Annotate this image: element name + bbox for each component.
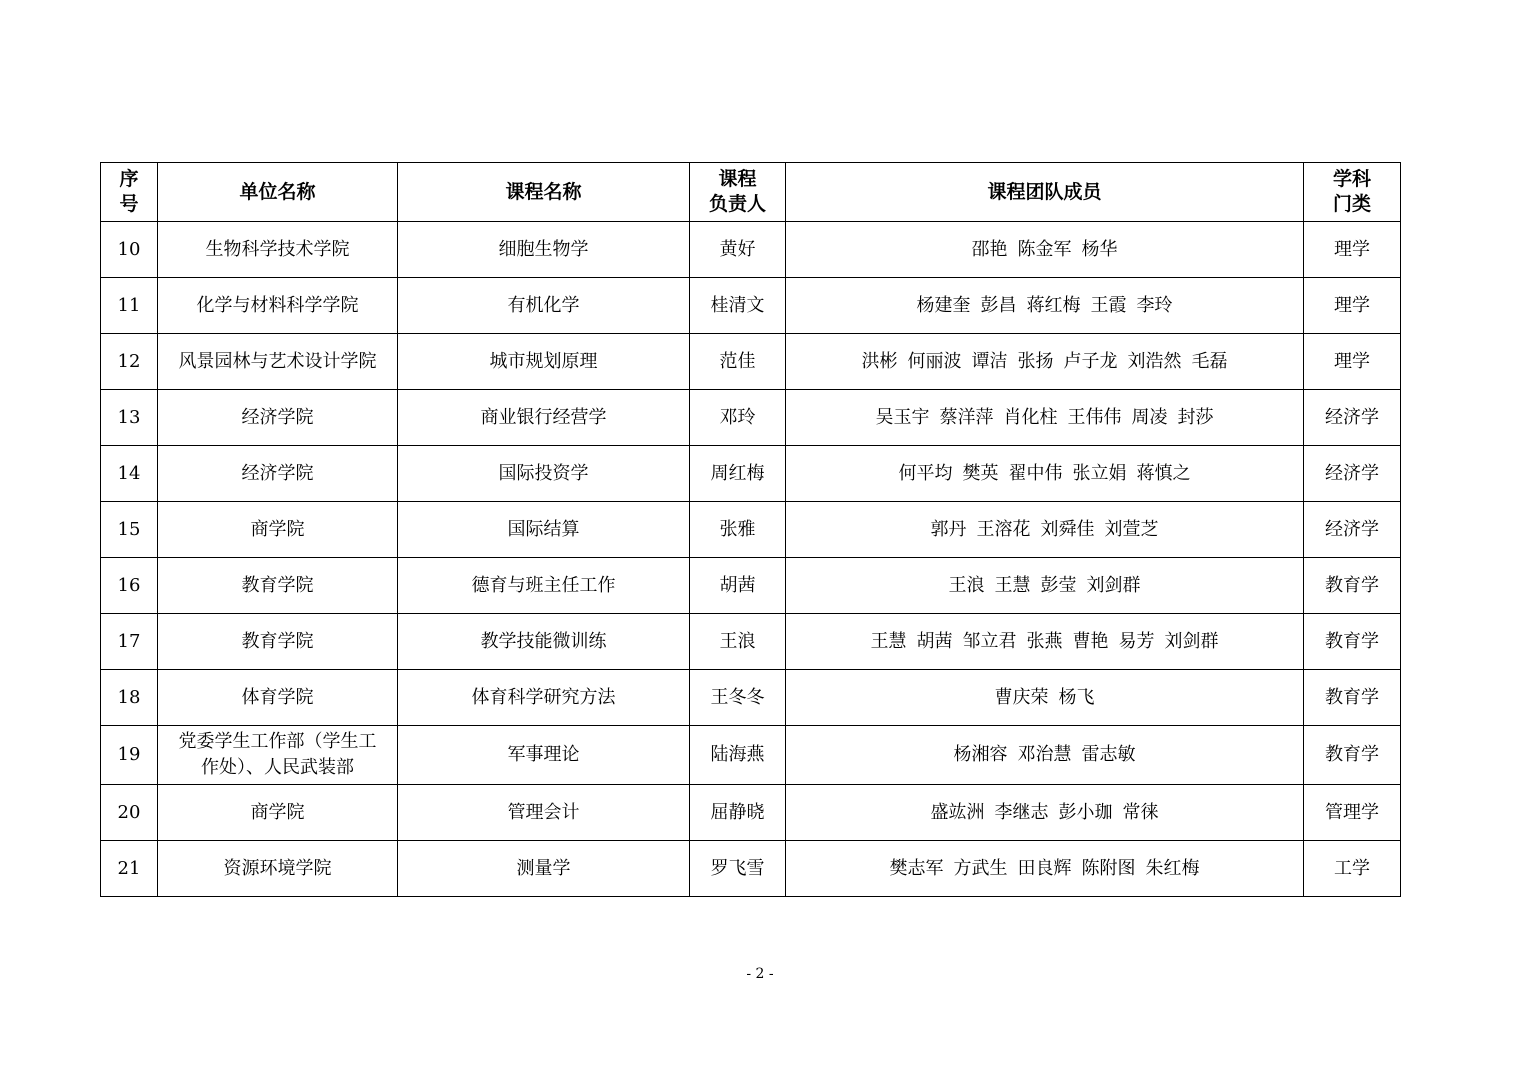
page-number: - 2 - — [746, 966, 774, 982]
team-member: 曹艳 — [1072, 630, 1109, 652]
team-member: 李玲 — [1136, 294, 1173, 316]
team-member: 樊志军 — [889, 857, 944, 879]
header-leader-line2: 负责人 — [708, 193, 766, 215]
team-member: 刘浩然 — [1127, 350, 1182, 372]
team-member: 田良辉 — [1017, 857, 1072, 879]
team-member: 谭洁 — [971, 350, 1008, 372]
cell-members — [786, 334, 1304, 390]
cell-no: 12 — [101, 334, 158, 390]
cell-discipline: 教育学 — [1304, 558, 1401, 614]
cell-members — [786, 614, 1304, 670]
table-row — [101, 785, 1401, 841]
team-member: 易芳 — [1118, 630, 1155, 652]
team-member: 翟中伟 — [1008, 462, 1063, 484]
table-row — [101, 726, 1401, 785]
header-unit: 单位名称 — [158, 163, 398, 222]
cell-leader: 陆海燕 — [690, 726, 786, 785]
header-row — [101, 163, 1401, 222]
team-member: 吴玉宇 — [875, 406, 930, 428]
team-member: 王浪 — [948, 574, 985, 596]
cell-unit: 教育学院 — [158, 614, 398, 670]
cell-no: 13 — [101, 390, 158, 446]
team-member: 王霞 — [1090, 294, 1127, 316]
team-member: 曹庆荣 — [994, 686, 1049, 708]
cell-course: 体育科学研究方法 — [398, 670, 690, 726]
team-member: 王溶花 — [976, 518, 1031, 540]
cell-unit — [158, 726, 398, 785]
cell-course: 管理会计 — [398, 785, 690, 841]
team-member: 邵艳 — [971, 238, 1008, 260]
cell-no: 11 — [101, 278, 158, 334]
cell-discipline: 教育学 — [1304, 670, 1401, 726]
cell-members — [786, 446, 1304, 502]
team-member: 刘萱芝 — [1104, 518, 1159, 540]
team-member: 封莎 — [1177, 406, 1214, 428]
header-leader — [690, 163, 786, 222]
header-seq-line2: 号 — [119, 193, 139, 215]
cell-course: 德育与班主任工作 — [398, 558, 690, 614]
cell-unit: 经济学院 — [158, 390, 398, 446]
cell-leader: 邓玲 — [690, 390, 786, 446]
cell-course: 细胞生物学 — [398, 222, 690, 278]
header-seq-line1: 序 — [119, 168, 139, 190]
cell-course: 测量学 — [398, 841, 690, 897]
cell-members — [786, 726, 1304, 785]
team-member: 肖化柱 — [1003, 406, 1058, 428]
cell-leader: 王浪 — [690, 614, 786, 670]
team-member: 王慧 — [994, 574, 1031, 596]
cell-leader: 罗飞雪 — [690, 841, 786, 897]
cell-no: 21 — [101, 841, 158, 897]
table-row — [101, 502, 1401, 558]
team-member: 周凌 — [1131, 406, 1168, 428]
cell-unit: 资源环境学院 — [158, 841, 398, 897]
cell-course: 商业银行经营学 — [398, 390, 690, 446]
team-member: 何平均 — [898, 462, 953, 484]
team-member: 王慧 — [870, 630, 907, 652]
cell-unit: 体育学院 — [158, 670, 398, 726]
cell-no: 10 — [101, 222, 158, 278]
cell-no: 14 — [101, 446, 158, 502]
course-table — [100, 162, 1401, 897]
cell-leader: 胡茜 — [690, 558, 786, 614]
cell-members — [786, 841, 1304, 897]
header-course: 课程名称 — [398, 163, 690, 222]
cell-discipline: 教育学 — [1304, 614, 1401, 670]
cell-unit: 化学与材料科学学院 — [158, 278, 398, 334]
team-member: 朱红梅 — [1145, 857, 1200, 879]
header-discipline — [1304, 163, 1401, 222]
team-member: 杨建奎 — [916, 294, 971, 316]
team-member: 方武生 — [953, 857, 1008, 879]
cell-leader: 范佳 — [690, 334, 786, 390]
cell-no: 18 — [101, 670, 158, 726]
cell-no: 17 — [101, 614, 158, 670]
team-member: 雷志敏 — [1081, 744, 1136, 765]
cell-members — [786, 785, 1304, 841]
team-member: 刘舜佳 — [1040, 518, 1095, 540]
cell-course: 国际投资学 — [398, 446, 690, 502]
team-member: 郭丹 — [930, 518, 967, 540]
cell-discipline: 理学 — [1304, 278, 1401, 334]
cell-discipline: 理学 — [1304, 222, 1401, 278]
cell-leader: 王冬冬 — [690, 670, 786, 726]
cell-discipline: 管理学 — [1304, 785, 1401, 841]
table-row — [101, 446, 1401, 502]
team-member: 彭昌 — [980, 294, 1017, 316]
cell-course: 军事理论 — [398, 726, 690, 785]
header-team: 课程团队成员 — [786, 163, 1304, 222]
cell-members — [786, 670, 1304, 726]
header-leader-line1: 课程 — [718, 168, 757, 190]
team-member: 盛竑洲 — [930, 801, 985, 823]
table-header — [101, 163, 1401, 222]
cell-discipline: 工学 — [1304, 841, 1401, 897]
cell-course: 有机化学 — [398, 278, 690, 334]
table-row — [101, 222, 1401, 278]
cell-members — [786, 278, 1304, 334]
team-member: 杨湘容 — [953, 744, 1008, 765]
table-row — [101, 390, 1401, 446]
cell-unit-line2: 作处）、人民武装部 — [201, 757, 354, 778]
cell-leader: 屈静晓 — [690, 785, 786, 841]
cell-discipline: 经济学 — [1304, 390, 1401, 446]
team-member: 胡茜 — [916, 630, 953, 652]
team-member: 常徕 — [1122, 801, 1159, 823]
cell-unit: 风景园林与艺术设计学院 — [158, 334, 398, 390]
cell-discipline: 经济学 — [1304, 502, 1401, 558]
team-member: 陈附图 — [1081, 857, 1136, 879]
team-member: 卢子龙 — [1063, 350, 1118, 372]
cell-discipline: 教育学 — [1304, 726, 1401, 785]
table-row — [101, 670, 1401, 726]
table-row — [101, 334, 1401, 390]
table-row — [101, 278, 1401, 334]
cell-leader: 黄好 — [690, 222, 786, 278]
team-member: 洪彬 — [861, 350, 898, 372]
cell-unit-line1: 党委学生工作部（学生工 — [178, 731, 377, 752]
cell-leader: 周红梅 — [690, 446, 786, 502]
team-member: 陈金军 — [1017, 238, 1072, 260]
team-member: 张立娟 — [1072, 462, 1127, 484]
cell-unit: 商学院 — [158, 502, 398, 558]
cell-no: 20 — [101, 785, 158, 841]
team-member: 邹立君 — [962, 630, 1017, 652]
team-member: 毛磊 — [1191, 350, 1228, 372]
team-member: 邓治慧 — [1017, 744, 1072, 765]
team-member: 蔡洋萍 — [939, 406, 994, 428]
header-discipline-line2: 门类 — [1332, 193, 1371, 215]
team-member: 刘剑群 — [1164, 630, 1219, 652]
team-member: 蒋红梅 — [1026, 294, 1081, 316]
cell-no: 19 — [101, 726, 158, 785]
team-member: 张扬 — [1017, 350, 1054, 372]
team-member: 刘剑群 — [1086, 574, 1141, 596]
team-member: 张燕 — [1026, 630, 1063, 652]
table-row — [101, 841, 1401, 897]
table-row — [101, 614, 1401, 670]
cell-leader: 张雅 — [690, 502, 786, 558]
cell-course: 国际结算 — [398, 502, 690, 558]
cell-leader: 桂清文 — [690, 278, 786, 334]
cell-members — [786, 390, 1304, 446]
team-member: 杨华 — [1081, 238, 1118, 260]
cell-discipline: 经济学 — [1304, 446, 1401, 502]
cell-unit: 教育学院 — [158, 558, 398, 614]
table-body — [101, 222, 1401, 897]
team-member: 樊英 — [962, 462, 999, 484]
cell-course: 教学技能微训练 — [398, 614, 690, 670]
team-member: 彭莹 — [1040, 574, 1077, 596]
team-member: 何丽波 — [907, 350, 962, 372]
cell-no: 15 — [101, 502, 158, 558]
team-member: 王伟伟 — [1067, 406, 1122, 428]
team-member: 杨飞 — [1058, 686, 1095, 708]
table-row — [101, 558, 1401, 614]
cell-no: 16 — [101, 558, 158, 614]
cell-unit: 生物科学技术学院 — [158, 222, 398, 278]
team-member: 蒋慎之 — [1136, 462, 1191, 484]
cell-members — [786, 222, 1304, 278]
cell-unit: 经济学院 — [158, 446, 398, 502]
team-member: 彭小珈 — [1058, 801, 1113, 823]
cell-members — [786, 502, 1304, 558]
header-discipline-line1: 学科 — [1332, 168, 1371, 190]
cell-discipline: 理学 — [1304, 334, 1401, 390]
cell-course: 城市规划原理 — [398, 334, 690, 390]
team-member: 李继志 — [994, 801, 1049, 823]
header-seq — [101, 163, 158, 222]
cell-members — [786, 558, 1304, 614]
cell-unit: 商学院 — [158, 785, 398, 841]
